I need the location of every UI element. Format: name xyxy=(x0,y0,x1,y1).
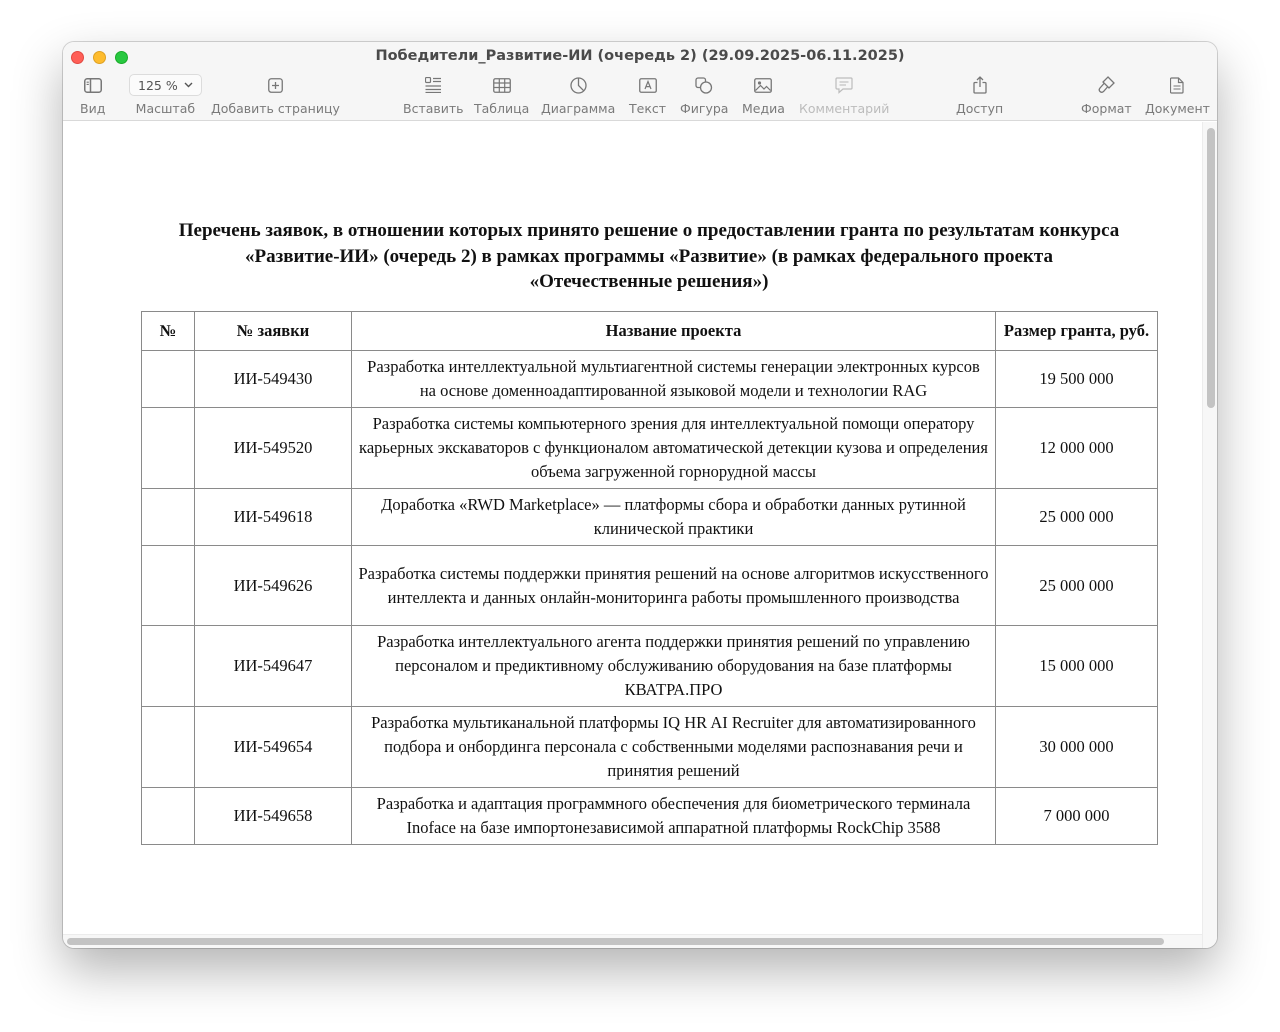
comment-label: Комментарий xyxy=(799,101,890,116)
grant-amount: 25 000 000 xyxy=(996,546,1158,626)
grant-amount: 30 000 000 xyxy=(996,707,1158,788)
text-button[interactable] xyxy=(629,74,666,116)
row-number xyxy=(142,707,195,788)
table-row xyxy=(142,626,1158,707)
insert-label: Вставить xyxy=(403,101,464,116)
header-grant-amount: Размер гранта, руб. xyxy=(996,312,1158,351)
shape-icon xyxy=(695,74,713,96)
media-button[interactable] xyxy=(742,74,785,116)
format-button[interactable] xyxy=(1081,74,1132,116)
row-number xyxy=(142,351,195,408)
title-line: «Развитие-ИИ» (очередь 2) в рамках программы «Развитие» (в рамках федерального проекта xyxy=(245,245,1053,267)
row-number xyxy=(142,626,195,707)
application-id: ИИ-549647 xyxy=(195,626,352,707)
sidebar-icon xyxy=(84,74,102,96)
table-row xyxy=(142,788,1158,845)
chevron-down-icon xyxy=(184,82,193,88)
application-id: ИИ-549430 xyxy=(195,351,352,408)
grants-table xyxy=(141,311,1158,845)
insert-list-icon xyxy=(425,74,442,96)
title-line: «Отечественные решения») xyxy=(529,271,769,292)
pie-chart-icon xyxy=(570,74,587,96)
horizontal-scroll-thumb[interactable] xyxy=(67,938,1164,945)
horizontal-scrollbar[interactable] xyxy=(63,934,1202,948)
document-label: Документ xyxy=(1145,101,1210,116)
paintbrush-icon xyxy=(1098,74,1115,96)
table-button[interactable] xyxy=(474,74,529,116)
add-page-icon xyxy=(268,74,283,96)
shape-label: Фигура xyxy=(680,101,729,116)
title-line: Перечень заявок, в отношении которых принято решение о предоставлении гранта по результатам конкурса xyxy=(178,220,1120,241)
table-label: Таблица xyxy=(474,101,530,116)
document-icon xyxy=(1170,74,1184,96)
grant-amount: 19 500 000 xyxy=(996,351,1158,408)
application-id: ИИ-549626 xyxy=(195,546,352,626)
table-row xyxy=(142,707,1158,788)
comment-icon xyxy=(835,74,853,96)
zoom-control[interactable] xyxy=(129,74,202,116)
grant-amount: 7 000 000 xyxy=(996,788,1158,845)
grant-amount: 25 000 000 xyxy=(996,489,1158,546)
application-id: ИИ-549618 xyxy=(195,489,352,546)
grant-amount: 12 000 000 xyxy=(996,408,1158,489)
project-name: Разработка и адаптация программного обеспечения для биометрического терминала Inoface на базе импортонезависимой аппаратной платформы RockChip 3588 xyxy=(352,788,996,845)
table-row xyxy=(142,546,1158,626)
zoom-label: Масштаб xyxy=(135,101,196,116)
share-label: Доступ xyxy=(956,101,1004,116)
project-name: Разработка системы компьютерного зрения для интеллектуальной помощи оператору карьерных экскаваторов с функционалом автоматической детекции кузова и определения объема загруженной горнорудной массы xyxy=(352,408,996,489)
format-label: Формат xyxy=(1081,101,1132,116)
document-button[interactable] xyxy=(1145,74,1210,116)
application-id: ИИ-549520 xyxy=(195,408,352,489)
project-name: Разработка мультиканальной платформы IQ HR AI Recruiter для автоматизированного подбора и онбординга персонала с собственными моделями распознавания речи и принятия решений xyxy=(352,707,996,788)
grant-amount: 15 000 000 xyxy=(996,626,1158,707)
row-number xyxy=(142,489,195,546)
header-project-name: Название проекта xyxy=(352,312,996,351)
project-name: Разработка интеллектуального агента поддержки принятия решений по управлению персоналом и предиктивному обслуживанию оборудования на базе платформы КВАТРА.ПРО xyxy=(352,626,996,707)
text-label: Текст xyxy=(629,101,667,116)
add-page-button[interactable] xyxy=(211,74,340,116)
document-title xyxy=(141,218,1157,295)
table-row xyxy=(142,408,1158,489)
add-page-label: Добавить страницу xyxy=(211,101,340,116)
table-row xyxy=(142,351,1158,408)
insert-button[interactable] xyxy=(403,74,464,116)
zoom-value: 125 % xyxy=(138,77,178,93)
application-id: ИИ-549654 xyxy=(195,707,352,788)
table-icon xyxy=(493,74,511,96)
vertical-scroll-thumb[interactable] xyxy=(1207,128,1215,408)
toolbar xyxy=(63,42,1217,121)
chart-label: Диаграмма xyxy=(541,101,616,116)
share-icon xyxy=(973,74,987,96)
media-label: Медиа xyxy=(742,101,785,116)
application-id: ИИ-549658 xyxy=(195,788,352,845)
vertical-scrollbar[interactable] xyxy=(1202,122,1217,948)
table-row xyxy=(142,489,1158,546)
document-canvas[interactable] xyxy=(63,122,1202,934)
view-button[interactable] xyxy=(80,74,105,116)
window-title: Победители_Развитие-ИИ (очередь 2) (29.09.2025-06.11.2025) xyxy=(375,48,905,64)
row-number xyxy=(142,546,195,626)
project-name: Разработка интеллектуальной мультиагентной системы генерации электронных курсов на основе доменноадаптированной языковой модели и технологии RAG xyxy=(352,351,996,408)
pages-window xyxy=(63,42,1217,948)
header-number: № xyxy=(142,312,195,351)
comment-button[interactable] xyxy=(799,74,889,116)
zoom-select[interactable] xyxy=(129,74,202,96)
text-box-icon xyxy=(639,74,657,96)
photo-icon xyxy=(754,74,772,96)
row-number xyxy=(142,408,195,489)
project-name: Разработка системы поддержки принятия решений на основе алгоритмов искусственного интеллекта и данных онлайн-мониторинга работы промышленного производства xyxy=(352,546,996,626)
row-number xyxy=(142,788,195,845)
chart-button[interactable] xyxy=(541,74,615,116)
share-button[interactable] xyxy=(956,74,1003,116)
view-label: Вид xyxy=(80,101,106,116)
table-header-row xyxy=(142,312,1158,351)
project-name: Доработка «RWD Marketplace» — платформы сбора и обработки данных рутинной клинической практики xyxy=(352,489,996,546)
shape-button[interactable] xyxy=(680,74,728,116)
header-application-id: № заявки xyxy=(195,312,352,351)
